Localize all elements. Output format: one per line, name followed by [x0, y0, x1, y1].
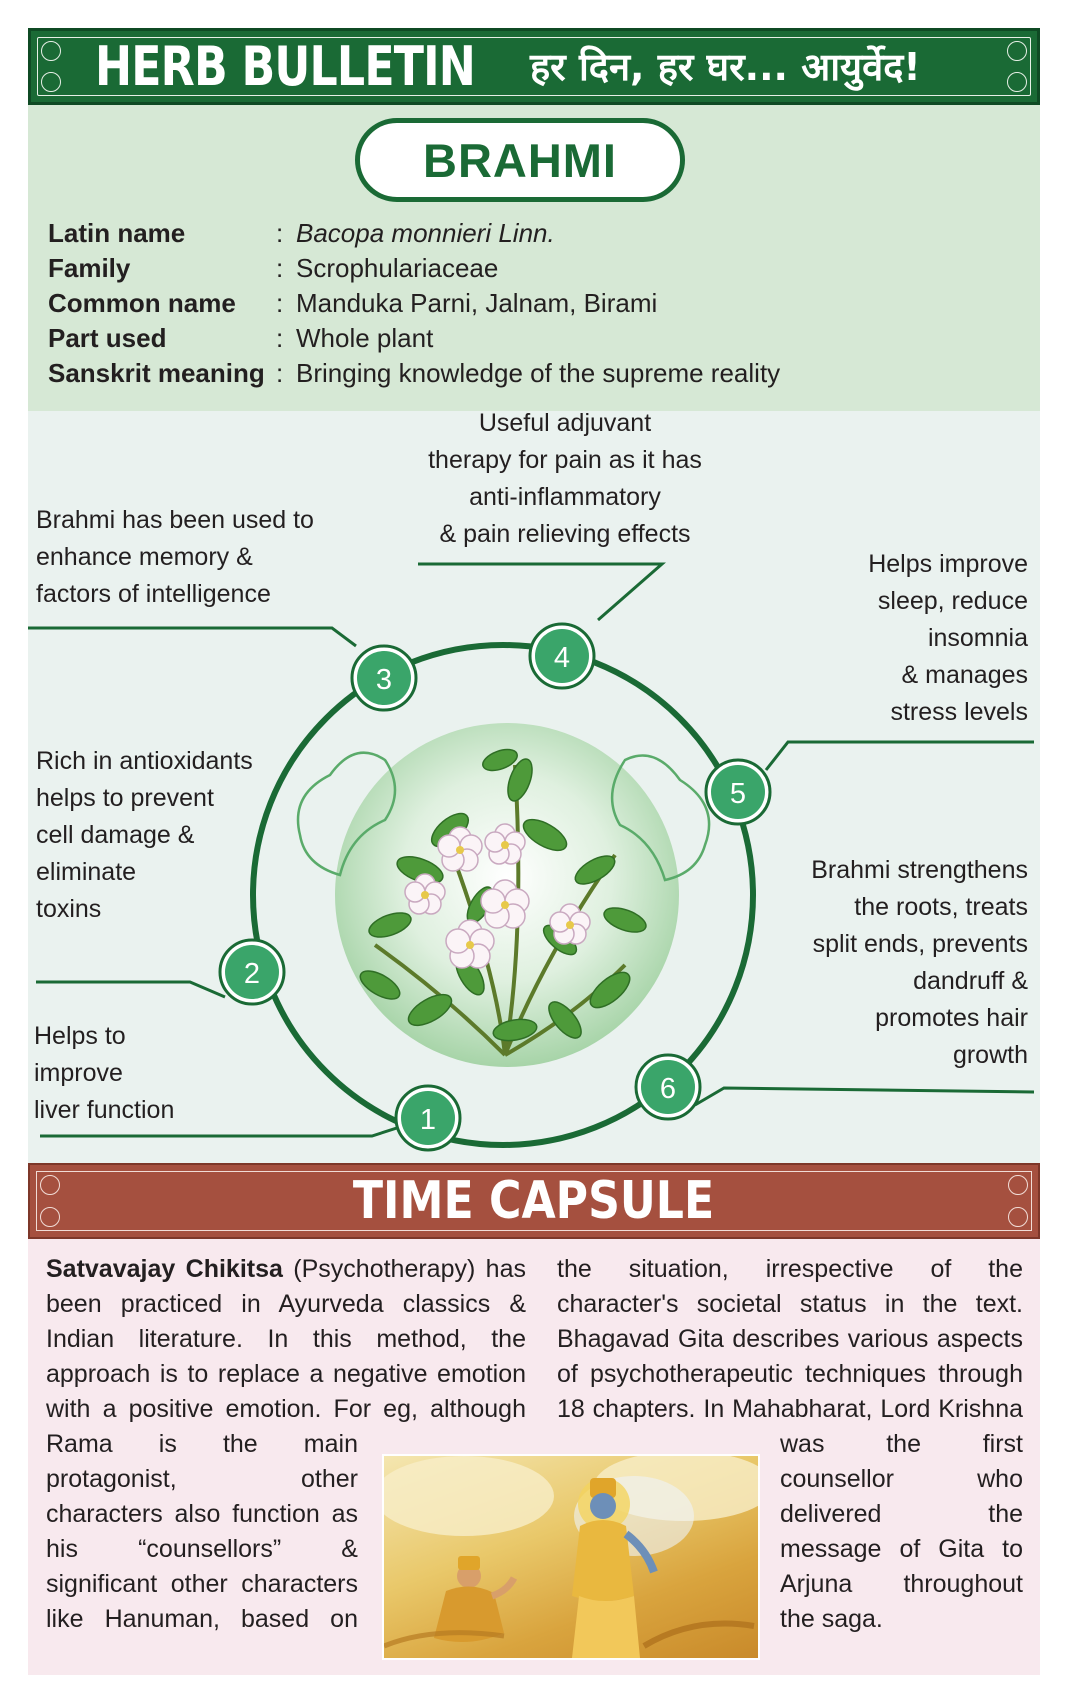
badge-number: 4: [553, 642, 571, 674]
tc-left-line: protagonist, other: [46, 1465, 358, 1493]
info-label: Sanskrit meaning: [48, 358, 265, 388]
badge-number: 5: [729, 778, 747, 810]
connector-line: [36, 982, 225, 997]
tc-right-line: delivered the: [780, 1500, 1023, 1528]
benefit-text-2: Rich in antioxidants helps to prevent cell damage & eliminate toxins: [36, 747, 253, 923]
benefit-text-5: Helps improve sleep, reduce insomnia & manages stress levels: [868, 550, 1028, 726]
benefit-badge-6: [636, 1055, 700, 1119]
tc-left-line: his “counsellors” &: [46, 1535, 358, 1563]
herb-name: BRAHMI: [423, 133, 617, 187]
benefit-badge-4: [530, 624, 594, 688]
tc-left-line: with a positive emotion. For eg, although: [46, 1395, 526, 1423]
tc-right-line: 18 chapters. In Mahabharat, Lord Krishna: [557, 1395, 1023, 1423]
benefit-text-6: Brahmi strengthens the roots, treats split ends, prevents dandruff & promotes hair growth: [811, 856, 1028, 1069]
tc-right-line: of psychotherapeutic techniques through: [557, 1360, 1023, 1388]
tc-left-line: Indian literature. In this method, the: [46, 1325, 526, 1353]
badge-number: 6: [659, 1073, 677, 1105]
benefit-badge-5: [706, 760, 770, 824]
tc-left-line: been practiced in Ayurveda classics &: [46, 1290, 526, 1318]
tc-right-line: the situation, irrespective of the: [557, 1255, 1023, 1283]
info-label: Family: [48, 253, 131, 283]
badge-number: 3: [375, 664, 393, 696]
tc-left-line: like Hanuman, based on: [46, 1605, 358, 1633]
info-label: Latin name: [48, 218, 186, 248]
arjuna-figure: [434, 1556, 514, 1642]
benefit-text-1: Helps to improve liver function: [34, 1022, 175, 1124]
tc-right-line: Arjuna throughout: [780, 1570, 1023, 1598]
info-value: Scrophulariaceae: [296, 253, 499, 283]
benefit-badge-1: [396, 1086, 460, 1150]
tc-right-line: counsellor who: [780, 1465, 1023, 1493]
tc-left-line: significant other characters: [46, 1570, 358, 1598]
benefit-text-3: Brahmi has been used to enhance memory & factors of intelligence: [36, 506, 314, 608]
info-value: Whole plant: [296, 323, 434, 353]
tc-left-line: approach is to replace a negative emotion: [46, 1360, 526, 1388]
benefit-badge-2: [220, 940, 284, 1004]
tc-right-line: message of Gita to: [780, 1535, 1023, 1563]
tc-right-line: Bhagavad Gita describes various aspects: [557, 1325, 1023, 1353]
badge-number: 1: [419, 1104, 437, 1136]
info-value: Manduka Parni, Jalnam, Birami: [296, 288, 658, 318]
bulletin-slogan: हर दिन, हर घर... आयुर्वेद!: [530, 45, 921, 89]
tc-left-line: Rama is the main: [46, 1430, 358, 1458]
bulletin-title: HERB BULLETIN: [95, 35, 476, 98]
tc-term: Satvavajay Chikitsa: [46, 1255, 283, 1283]
connector-line: [695, 1088, 1034, 1105]
brahmi-plant-illustration: [298, 723, 709, 1067]
info-label: Common name: [48, 288, 236, 318]
tc-right-line: character's societal status in the text.: [557, 1290, 1023, 1318]
tc-right-line: was the first: [780, 1430, 1023, 1458]
krishna-arjuna-image: [382, 1454, 760, 1660]
connector-line: [418, 564, 662, 620]
tc-right-line: the saga.: [780, 1605, 883, 1633]
benefit-badge-3: [352, 646, 416, 710]
info-label: Part used: [48, 323, 167, 353]
badge-number: 2: [243, 958, 261, 990]
info-value: Bringing knowledge of the supreme reality: [296, 358, 781, 388]
tc-left-line: Satvavajay Chikitsa (Psychotherapy) has: [46, 1255, 526, 1283]
connector-line: [28, 628, 356, 646]
benefit-text-4: Useful adjuvant therapy for pain as it has anti-inflammatory & pain relieving effects: [428, 409, 702, 548]
info-value: Bacopa monnieri Linn.: [296, 218, 555, 248]
connector-line: [766, 742, 1034, 770]
time-capsule-title: TIME CAPSULE: [353, 1171, 715, 1231]
tc-left-line: characters also function as: [46, 1500, 358, 1528]
